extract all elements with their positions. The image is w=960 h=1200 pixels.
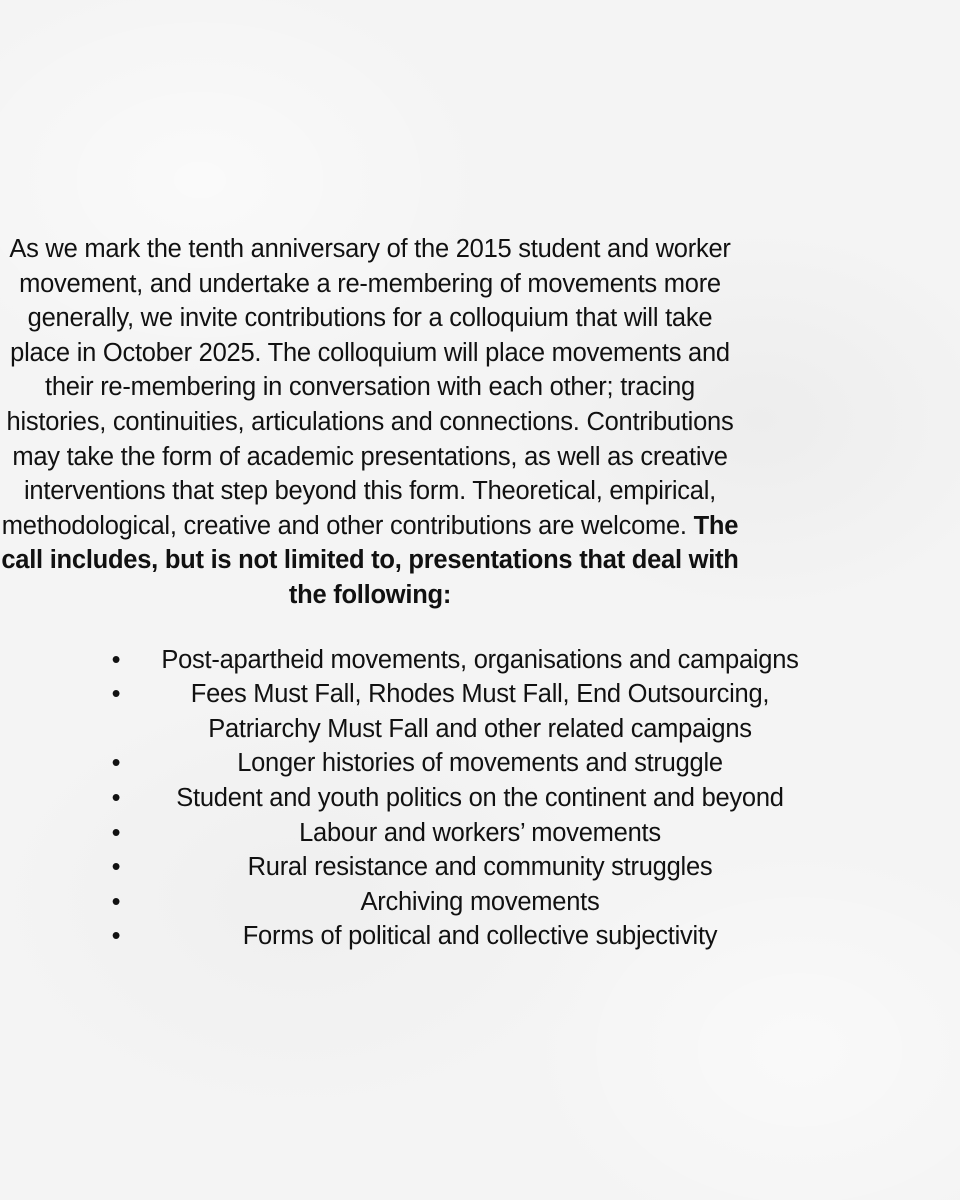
bullet-icon: • (111, 922, 121, 951)
list-item (0, 816, 960, 851)
intro-paragraph (0, 232, 740, 613)
list-item-text: Labour and workers’ movements (299, 818, 661, 847)
intro-bold-text: The call includes, but is not limited to, presentations that deal with the following: (1, 511, 739, 609)
list-item-text: Longer histories of movements and struggle (237, 749, 723, 778)
bullet-icon: • (111, 818, 121, 847)
bullet-icon: • (111, 783, 121, 812)
list-item (0, 643, 960, 678)
list-item (0, 850, 960, 885)
call-for-contributions (0, 232, 960, 954)
bullet-icon: • (111, 645, 121, 674)
list-item-text: Post-apartheid movements, organisations and campaigns (161, 645, 799, 674)
list-item-text: Archiving movements (360, 887, 600, 916)
list-item-text: Fees Must Fall, Rhodes Must Fall, End Outsourcing, Patriarchy Must Fall and other related campaigns (190, 680, 770, 743)
list-item-text: Forms of political and collective subjectivity (242, 922, 718, 951)
bullet-icon: • (111, 887, 121, 916)
list-item (0, 746, 960, 781)
topics-list (0, 643, 960, 954)
bullet-icon: • (111, 680, 121, 709)
bullet-icon: • (111, 853, 121, 882)
list-item (0, 781, 960, 816)
list-item (0, 885, 960, 920)
list-item (0, 919, 960, 954)
list-item (0, 677, 960, 746)
intro-text: As we mark the tenth anniversary of the 2015 student and worker movement, and undertake a re-membering of movements more generally, we invite contributions for a colloquium that will take place in October 2025. The colloquium will place movements and their re-membering in conversation with each other; tracing histories, continuities, articulations and connections. Contributions may take the form of academic presentations, as well as creative interventions that step beyond this form. Theoretical, empirical, methodological, creative and other contributions are welcome. (1, 235, 734, 540)
list-item-text: Rural resistance and community struggles (247, 853, 713, 882)
list-item-text: Student and youth politics on the continent and beyond (176, 783, 784, 812)
bullet-icon: • (111, 749, 121, 778)
